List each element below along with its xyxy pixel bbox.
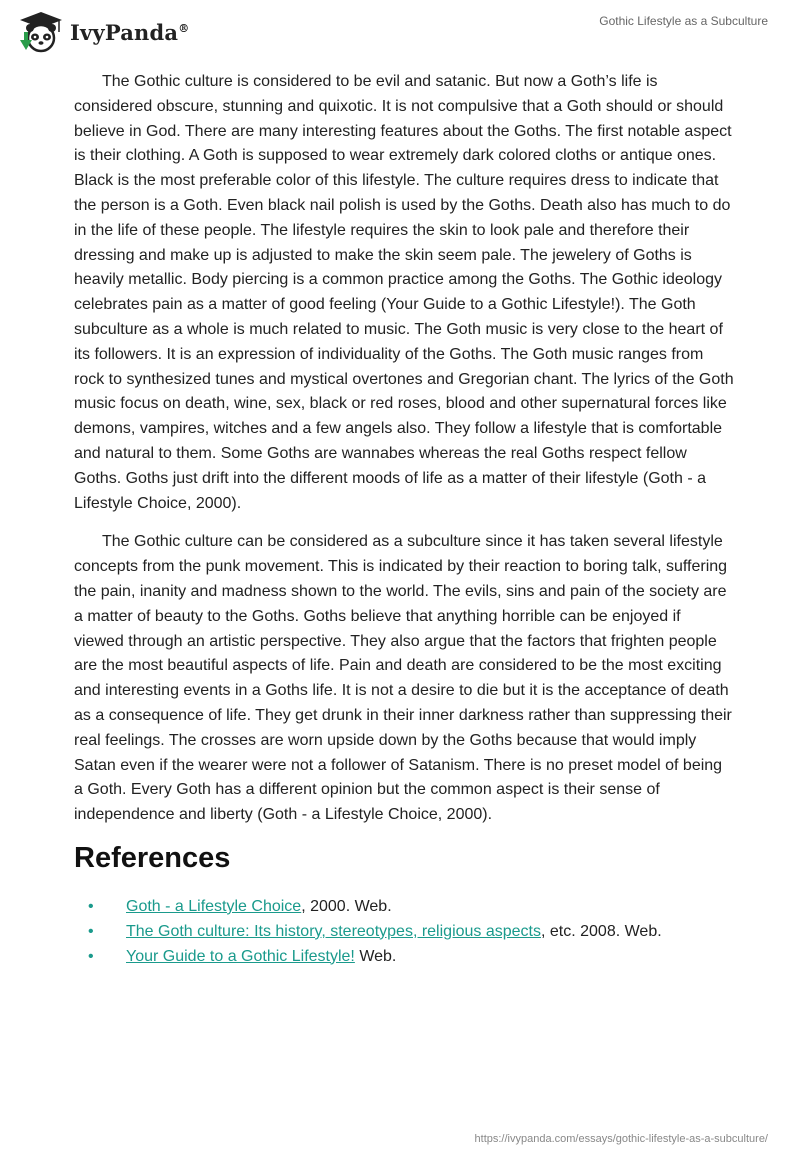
body-paragraph-1: The Gothic culture is considered to be evil and satanic. But now a Goth’s life is considered obscure, stunning and quixotic. It is not compulsive that a Goth should or should believe in God. There are many interesting features about the Goths. The first notable aspect is their clothing. A Goth is supposed to wear extremely dark colored cloths or antique ones. Black is the most preferable color of this lifestyle. The culture requires dress to indicate that the person is a Goth. Even black nail polish is used by the Goths. Death also has much to do in the life of these people. The lifestyle requires the skin to look pale and therefore their dressing and make up is adjusted to make the skin seem pale. The jewelery of Goths is heavily metallic. Body piercing is a common practice among the Goths. The Gothic ideology celebrates pain as a matter of good feeling (Your Guide to a Gothic Lifestyle!). The Goth subculture as a whole is much related to music. The Goth music is very close to the heart of its followers. It is an expression of individuality of the Goths. The Goth music ranges from rock to synthesized tunes and mystical overtones and Gregorian chant. The lyrics of the Goth music focus on death, wine, sex, black or red roses, blood and other supernatural forces like demons, vampires, witches and a few angels also. They follow a lifestyle that is comfortable and natural to them. Some Goths are wannabes whereas the real Goths respect fellow Goths. Goths just drift into the different moods of life as a matter of their lifestyle (Goth - a Lifestyle Choice, 2000). (74, 73, 734, 512)
registered-mark: ® (178, 21, 190, 35)
references-heading: References (74, 841, 231, 874)
reference-item (74, 920, 734, 945)
reference-item (74, 895, 734, 920)
reference-item (74, 945, 734, 970)
bullet-icon: • (88, 947, 94, 965)
reference-link-3[interactable]: Your Guide to a Gothic Lifestyle! (126, 947, 355, 965)
bullet-icon: • (88, 897, 94, 915)
body-paragraph-2: The Gothic culture can be considered as a subculture since it has taken several lifestyle concepts from the punk movement. This is indicated by their reaction to boring talk, suffering the pain, inanity and madness shown to the world. The evils, sins and pain of the society are a matter of beauty to the Goths. Goths believe that anything horrible can be enjoyed if viewed through an artistic perspective. They also argue that the factors that frighten people are the most beautiful aspects of life. Pain and death are considered to be the most exciting and interesting events in a Goths life. It is not a desire to die but it is the acceptance of death as a consequence of life. They get drunk in their inner darkness rather than suppressing their real feelings. The crosses are worn upside down by the Goths because that would imply Satan even if the wearer were not a follower of Satanism. There is no preset model of being a Goth. Every Goth has a different opinion but the common aspect is their sense of independence and liberty (Goth - a Lifestyle Choice, 2000). (74, 533, 732, 824)
brand-logo[interactable] (16, 10, 189, 54)
reference-detail: , 2000. Web. (301, 897, 392, 915)
reference-detail: Web. (354, 947, 397, 965)
reference-link-2[interactable]: The Goth culture: Its history, stereotypes, religious aspects (126, 922, 541, 940)
references-list (74, 895, 734, 969)
footer-url: https://ivypanda.com/essays/gothic-lifestyle-as-a-subculture/ (474, 1133, 768, 1145)
panda-graduate-logo-icon (16, 10, 66, 54)
page-header (0, 0, 800, 60)
brand-name: IvyPanda® (70, 19, 190, 45)
essay-content (74, 70, 734, 969)
reference-detail: , etc. 2008. Web. (541, 922, 662, 940)
bullet-icon: • (88, 922, 94, 940)
reference-link-1[interactable]: Goth - a Lifestyle Choice (126, 897, 302, 915)
document-title: Gothic Lifestyle as a Subculture (599, 14, 768, 28)
